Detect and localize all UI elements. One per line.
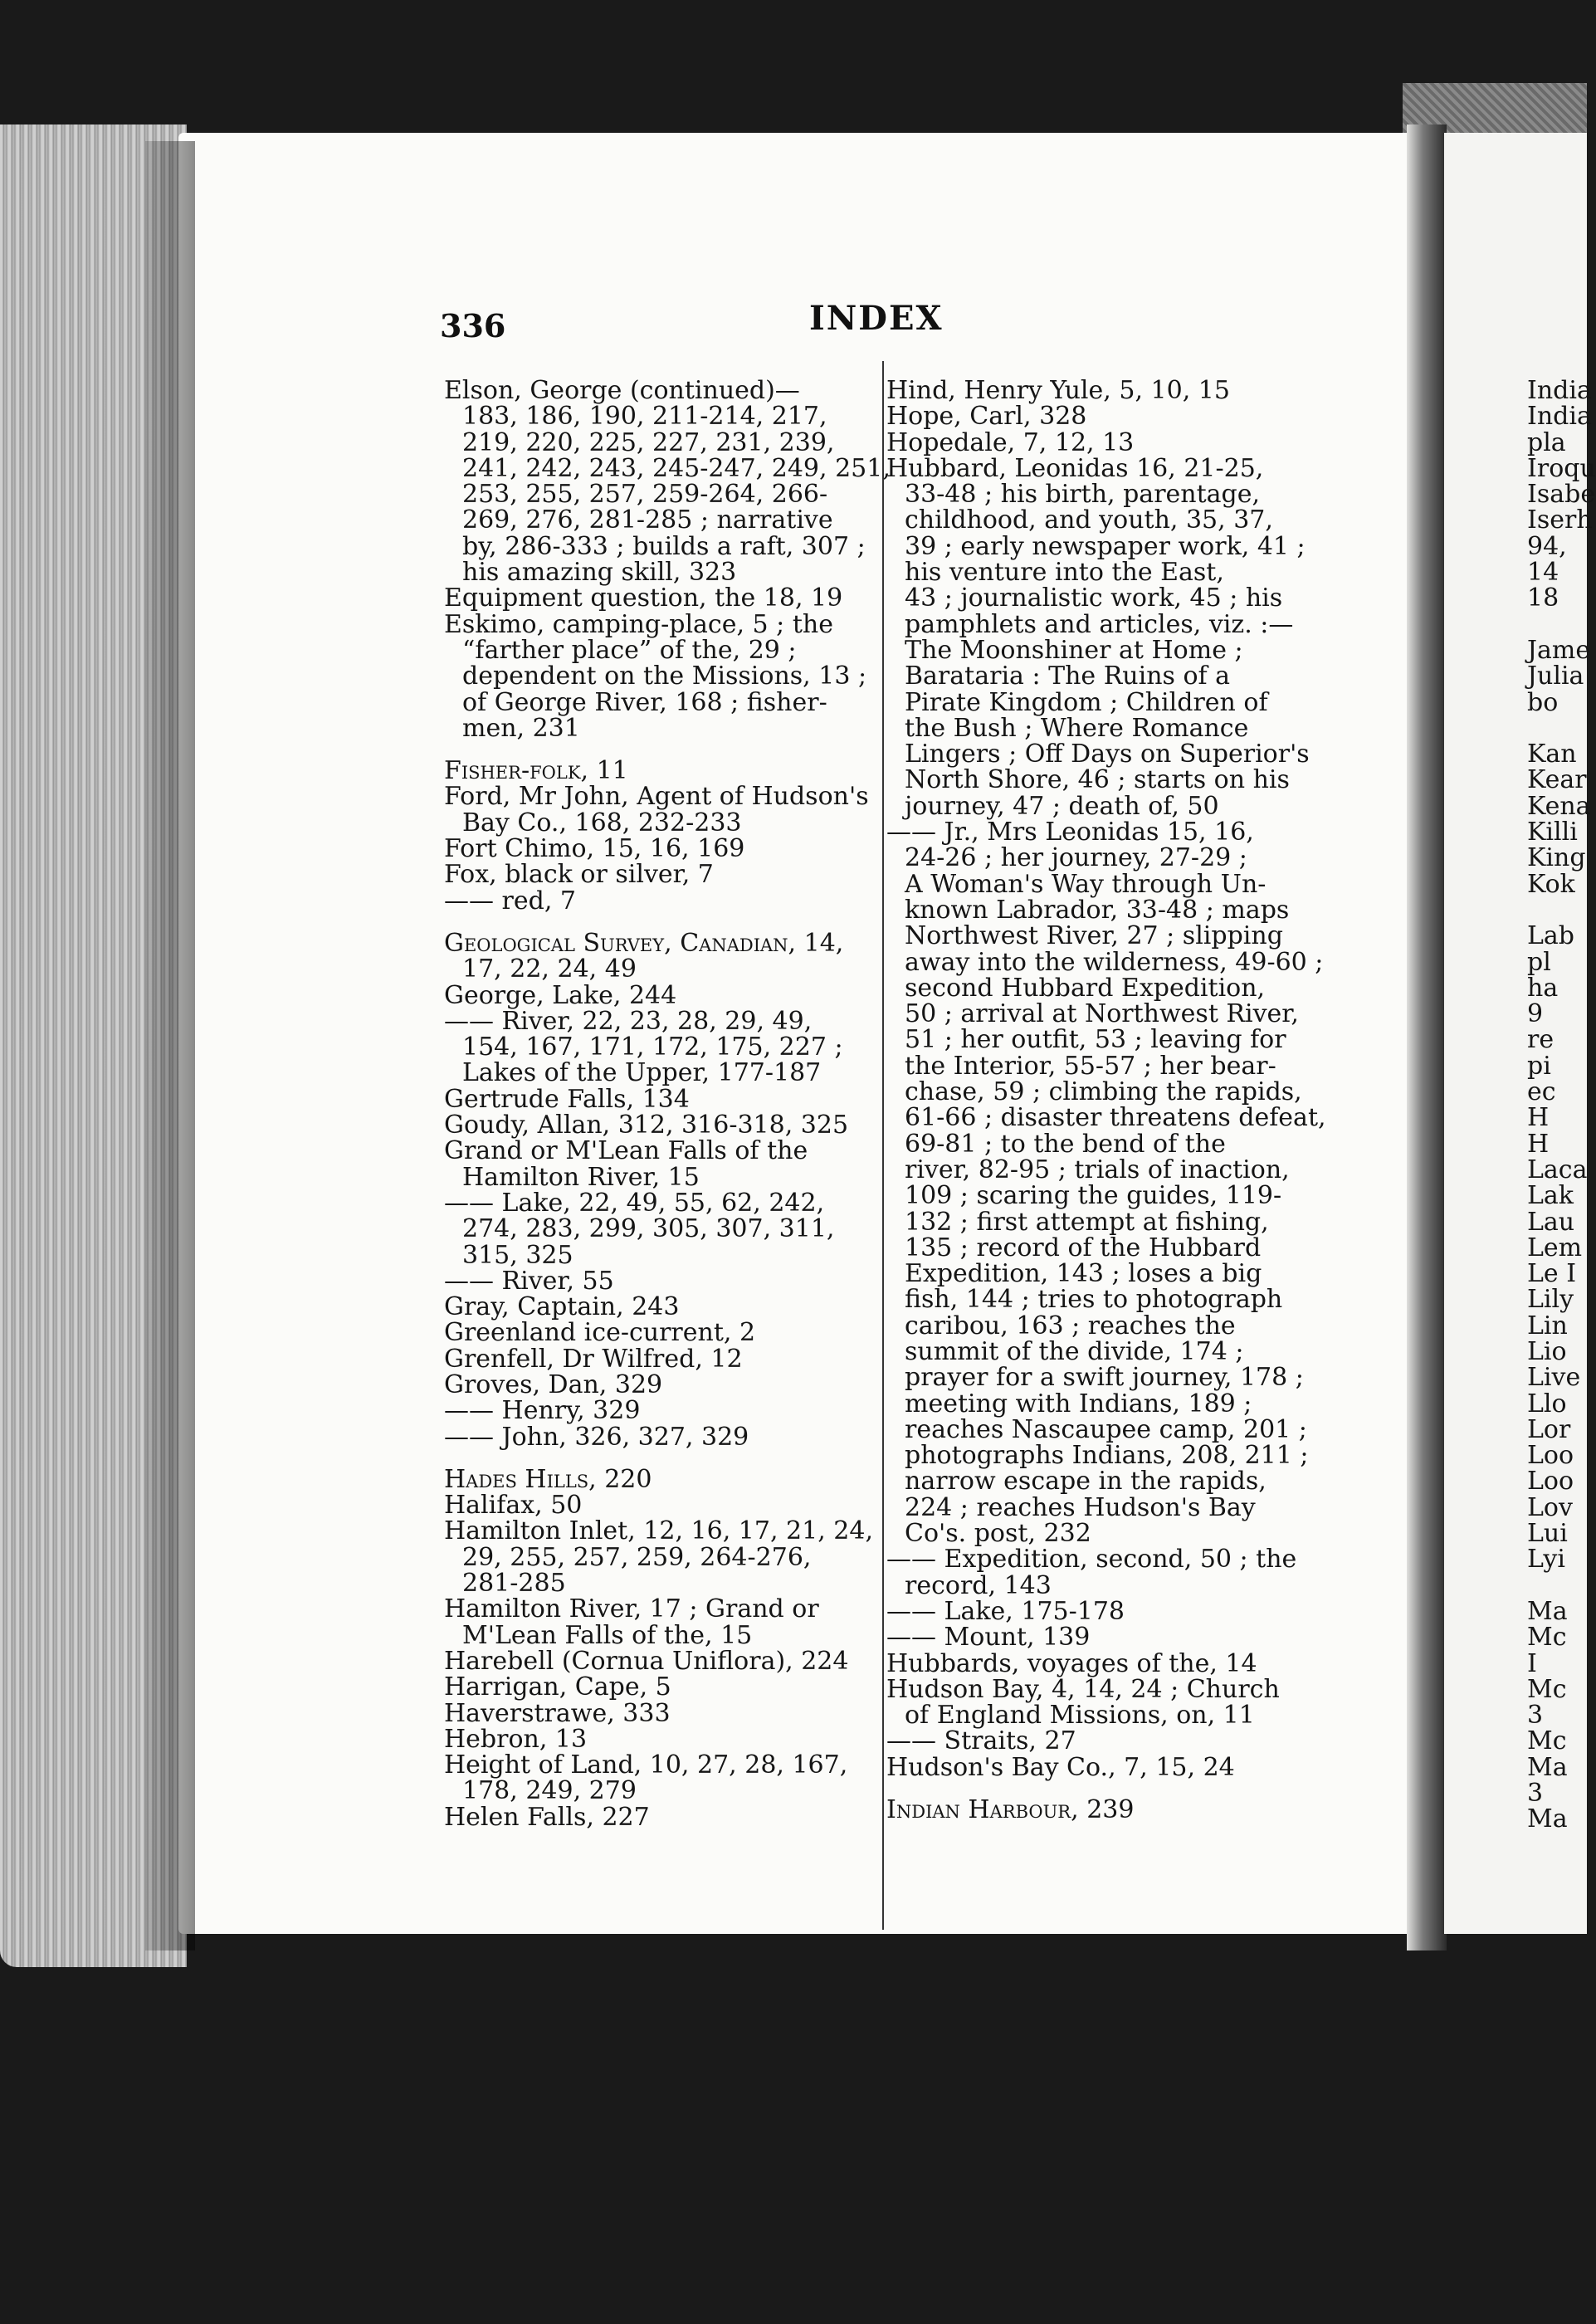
index-line: record, 143 [905,1570,1052,1600]
index-column-left [444,376,891,1832]
next-page-fragment: pi [1527,1051,1551,1081]
index-line: 29, 255, 257, 259, 264-276, [462,1542,812,1572]
next-page-fragment: India [1527,402,1592,432]
next-page-fragment [1527,897,1587,923]
index-line: —— Jr., Mrs Leonidas 15, 16, [886,818,1254,847]
index-line: second Hubbard Expedition, [905,973,1266,1003]
index-line: childhood, and youth, 35, 37, [905,505,1273,535]
index-line: Hubbards, voyages of the, 14 [886,1648,1257,1678]
index-line: fish, 144 ; tries to photograph [905,1285,1283,1315]
index-line: Bay Co., 168, 232-233 [462,808,742,837]
column-divider [882,361,884,1930]
next-page-fragment: Mc [1527,1674,1567,1704]
index-line: Fox, black or silver, 7 [444,860,714,890]
index-line: 109 ; scaring the guides, 119- [905,1181,1282,1211]
index-line: dependent on the Missions, 13 ; [462,662,867,691]
index-line: Hudson's Bay Co., 7, 15, 24 [886,1752,1235,1782]
index-line: Hamilton Inlet, 12, 16, 17, 21, 24, [444,1516,874,1546]
index-line: 178, 249, 279 [462,1776,637,1806]
index-line: his amazing skill, 323 [462,558,737,588]
index-line: Helen Falls, 227 [444,1802,650,1832]
index-line: —— John, 326, 327, 329 [444,1422,749,1452]
index-line: Lingers ; Off Days on Superior's [905,740,1310,769]
index-line: 224 ; reaches Hudson's Bay [905,1492,1256,1522]
next-page-fragment: H [1527,1129,1550,1159]
index-line: his venture into the East, [905,558,1224,588]
index-line: —— River, 22, 23, 28, 29, 49, [444,1006,813,1036]
index-line: Hudson Bay, 4, 14, 24 ; Church [886,1674,1280,1704]
index-line: Hopedale, 7, 12, 13 [886,427,1135,457]
index-line: Northwest River, 27 ; slipping [905,921,1283,951]
index-line: known Labrador, 33-48 ; maps [905,895,1290,925]
index-line: Hope, Carl, 328 [886,402,1087,432]
index-line: Grenfell, Dr Wilfred, 12 [444,1344,743,1374]
index-line: Hebron, 13 [444,1724,588,1754]
index-line: 154, 167, 171, 172, 175, 227 ; [462,1033,843,1062]
index-line: the Interior, 55-57 ; her bear- [905,1051,1276,1081]
index-line: 219, 220, 225, 227, 231, 239, [462,427,835,457]
index-line: 50 ; arrival at Northwest River, [905,999,1299,1029]
next-page-fragment: Ma [1527,1596,1568,1626]
index-line: journey, 47 ; death of, 50 [905,791,1219,821]
next-page-fragment: Lor [1527,1414,1571,1444]
index-line: —— Lake, 175-178 [886,1596,1125,1626]
next-page-fragment: Laca [1527,1155,1588,1184]
next-page-fragment: ha [1527,973,1559,1003]
index-line: Halifax, 50 [444,1491,583,1521]
index-line: Fisher-folk, 11 [444,756,628,786]
index-line: Elson, George (continued)— [444,376,800,405]
next-page-fragment: Live [1527,1363,1581,1393]
next-page-fragment: Isabe [1527,480,1596,510]
index-line: Lakes of the Upper, 177-187 [462,1058,822,1088]
index-line: Harrigan, Cape, 5 [444,1672,671,1702]
index-line: away into the wilderness, 49-60 ; [905,947,1324,977]
next-page-fragment: Lui [1527,1519,1568,1549]
index-line: 132 ; first attempt at fishing, [905,1207,1269,1237]
index-line: photographs Indians, 208, 211 ; [905,1441,1309,1471]
index-line: 39 ; early newspaper work, 41 ; [905,531,1306,561]
index-line: caribou, 163 ; reaches the [905,1311,1236,1340]
next-page-fragment: Lak [1527,1181,1574,1211]
index-line: 274, 283, 299, 305, 307, 311, [462,1214,835,1244]
index-line: prayer for a swift journey, 178 ; [905,1363,1304,1393]
index-line: —— Mount, 139 [886,1623,1091,1653]
next-page-fragment: 94, [1527,531,1567,561]
index-line: of England Missions, on, 11 [905,1701,1255,1731]
index-line: —— red, 7 [444,886,576,915]
section-gap [886,1780,1335,1797]
index-line: —— River, 55 [444,1266,614,1296]
next-page-fragment: re [1527,1025,1555,1055]
next-page-fragment: Lin [1527,1311,1568,1340]
index-line: Gertrude Falls, 134 [444,1084,690,1114]
next-page-column [1527,376,1596,1834]
index-line: —— Straits, 27 [886,1726,1076,1756]
index-line: 281-285 [462,1569,566,1599]
next-page-fragment: Llo [1527,1389,1567,1418]
index-line: —— Henry, 329 [444,1396,641,1426]
next-page-fragment: 3 [1527,1779,1544,1809]
index-line: —— Lake, 22, 49, 55, 62, 242, [444,1188,825,1218]
index-line: Hamilton River, 15 [462,1162,700,1192]
index-line: A Woman's Way through Un- [905,869,1267,899]
next-page-fragment: Iroqu [1527,453,1596,483]
next-page-fragment: Killi [1527,818,1578,847]
index-line: Gray, Captain, 243 [444,1292,680,1322]
index-line: Expedition, 143 ; loses a big [905,1259,1262,1289]
next-page-fragment: Loo [1527,1441,1574,1471]
index-line: 17, 22, 24, 49 [462,954,637,984]
index-line: 61-66 ; disaster threatens defeat, [905,1103,1326,1133]
index-column-right [886,378,1335,1823]
index-line: Groves, Dan, 329 [444,1370,663,1399]
index-line: river, 82-95 ; trials of inaction, [905,1155,1290,1184]
index-line: Grand or M'Lean Falls of the [444,1136,808,1166]
next-page-fragment: Lyi [1527,1545,1565,1575]
index-line: “farther place” of the, 29 ; [462,635,797,665]
index-line: Goudy, Allan, 312, 316-318, 325 [444,1111,849,1140]
index-line: 24-26 ; her journey, 27-29 ; [905,843,1247,873]
next-page-fragment: Lab [1527,921,1575,951]
index-line: 241, 242, 243, 245-247, 249, 251, [462,453,891,483]
next-page-fragment: 18 [1527,583,1559,613]
index-line: M'Lean Falls of the, 15 [462,1620,753,1650]
index-line: Fort Chimo, 15, 16, 169 [444,834,745,864]
index-line: Haverstrawe, 333 [444,1698,671,1728]
next-page-fragment: Le I [1527,1259,1577,1289]
index-line: chase, 59 ; climbing the rapids, [905,1077,1302,1107]
index-line: 315, 325 [462,1240,573,1270]
index-line: —— Expedition, second, 50 ; the [886,1545,1297,1575]
index-line: Harebell (Cornua Uniflora), 224 [444,1646,849,1676]
index-line: Hind, Henry Yule, 5, 10, 15 [886,376,1230,405]
next-page-fragment: 9 [1527,999,1544,1029]
index-line: the Bush ; Where Romance [905,713,1249,743]
index-line: George, Lake, 244 [444,980,677,1010]
next-page-fragment: 3 [1527,1701,1544,1731]
next-page-fragment [1527,612,1587,637]
index-line: of George River, 168 ; fisher- [462,687,827,717]
index-line: 183, 186, 190, 211-214, 217, [462,402,827,432]
next-page-fragment: Ma [1527,1804,1568,1834]
index-line: 43 ; journalistic work, 45 ; his [905,583,1283,613]
next-page-fragment: Jame [1527,635,1591,665]
index-line: meeting with Indians, 189 ; [905,1389,1252,1418]
index-line: Co's. post, 232 [905,1519,1091,1549]
page-title: INDEX [809,299,944,338]
index-line: Greenland ice-current, 2 [444,1318,756,1348]
next-page-fragment: Lau [1527,1207,1575,1237]
next-page-fragment: 14 [1527,558,1559,588]
index-line: summit of the divide, 174 ; [905,1336,1244,1366]
index-line: Eskimo, camping-place, 5 ; the [444,609,833,639]
next-page-fragment: India [1527,376,1592,405]
next-page-fragment [1527,715,1587,741]
index-line: Equipment question, the 18, 19 [444,583,843,613]
next-page-fragment: Ma [1527,1752,1568,1782]
section-gap [444,1450,876,1467]
next-page-fragment: I [1527,1648,1537,1678]
index-line: Hubbard, Leonidas 16, 21-25, [886,453,1264,483]
index-line: men, 231 [462,713,580,743]
index-line: Geological Survey, Canadian, 14, [444,928,844,958]
next-page-fragment: Iserh [1527,505,1593,535]
next-page-fragment: Mc [1527,1623,1567,1653]
next-page-fragment: Lio [1527,1336,1567,1366]
index-line: Pirate Kingdom ; Children of [905,687,1268,717]
page-edge-shadow [145,141,195,1950]
index-line: pamphlets and articles, viz. :— [905,609,1294,639]
next-page-fragment: Mc [1527,1726,1567,1756]
index-line: The Moonshiner at Home ; [905,635,1243,665]
page-number: 336 [440,307,506,344]
next-page-fragment: Lily [1527,1285,1574,1315]
index-line: North Shore, 46 ; starts on his [905,765,1290,795]
index-line: by, 286-333 ; builds a raft, 307 ; [462,531,866,561]
next-page-fragment: Lem [1527,1233,1583,1262]
index-line: 253, 255, 257, 259-264, 266- [462,480,828,510]
next-page-fragment [1527,1573,1587,1599]
index-line: reaches Nascaupee camp, 201 ; [905,1414,1307,1444]
index-line: Ford, Mr John, Agent of Hudson's [444,782,869,812]
index-line: narrow escape in the rapids, [905,1467,1267,1496]
index-line: 135 ; record of the Hubbard [905,1233,1262,1262]
next-page-fragment: ec [1527,1077,1556,1107]
next-page-fragment: Kok [1527,869,1575,899]
book-gutter [1407,124,1447,1950]
next-page-fragment: Julia [1527,662,1584,691]
section-gap [444,741,876,758]
next-page-fragment: pl [1527,947,1551,977]
next-page-fragment: Kear [1527,765,1587,795]
index-line: Indian Harbour, 239 [886,1795,1135,1825]
index-line: 33-48 ; his birth, parentage, [905,480,1261,510]
section-gap [444,914,876,930]
index-line: 269, 276, 281-285 ; narrative [462,505,833,535]
index-line: Height of Land, 10, 27, 28, 167, [444,1750,848,1780]
next-page-fragment: H [1527,1103,1550,1133]
index-line: Hades Hills, 220 [444,1464,652,1494]
index-line: 69-81 ; to the bend of the [905,1129,1226,1159]
index-line: Barataria : The Ruins of a [905,662,1231,691]
next-page-fragment: Lov [1527,1492,1573,1522]
next-page-fragment: Kan [1527,740,1577,769]
next-page-fragment: Kena [1527,791,1591,821]
index-line: Hamilton River, 17 ; Grand or [444,1594,819,1624]
index-line: 51 ; her outfit, 53 ; leaving for [905,1025,1286,1055]
next-page-fragment: bo [1527,687,1559,717]
next-page-fragment: King [1527,843,1586,873]
next-page-fragment: pla [1527,427,1566,457]
next-page-fragment: Loo [1527,1467,1574,1496]
